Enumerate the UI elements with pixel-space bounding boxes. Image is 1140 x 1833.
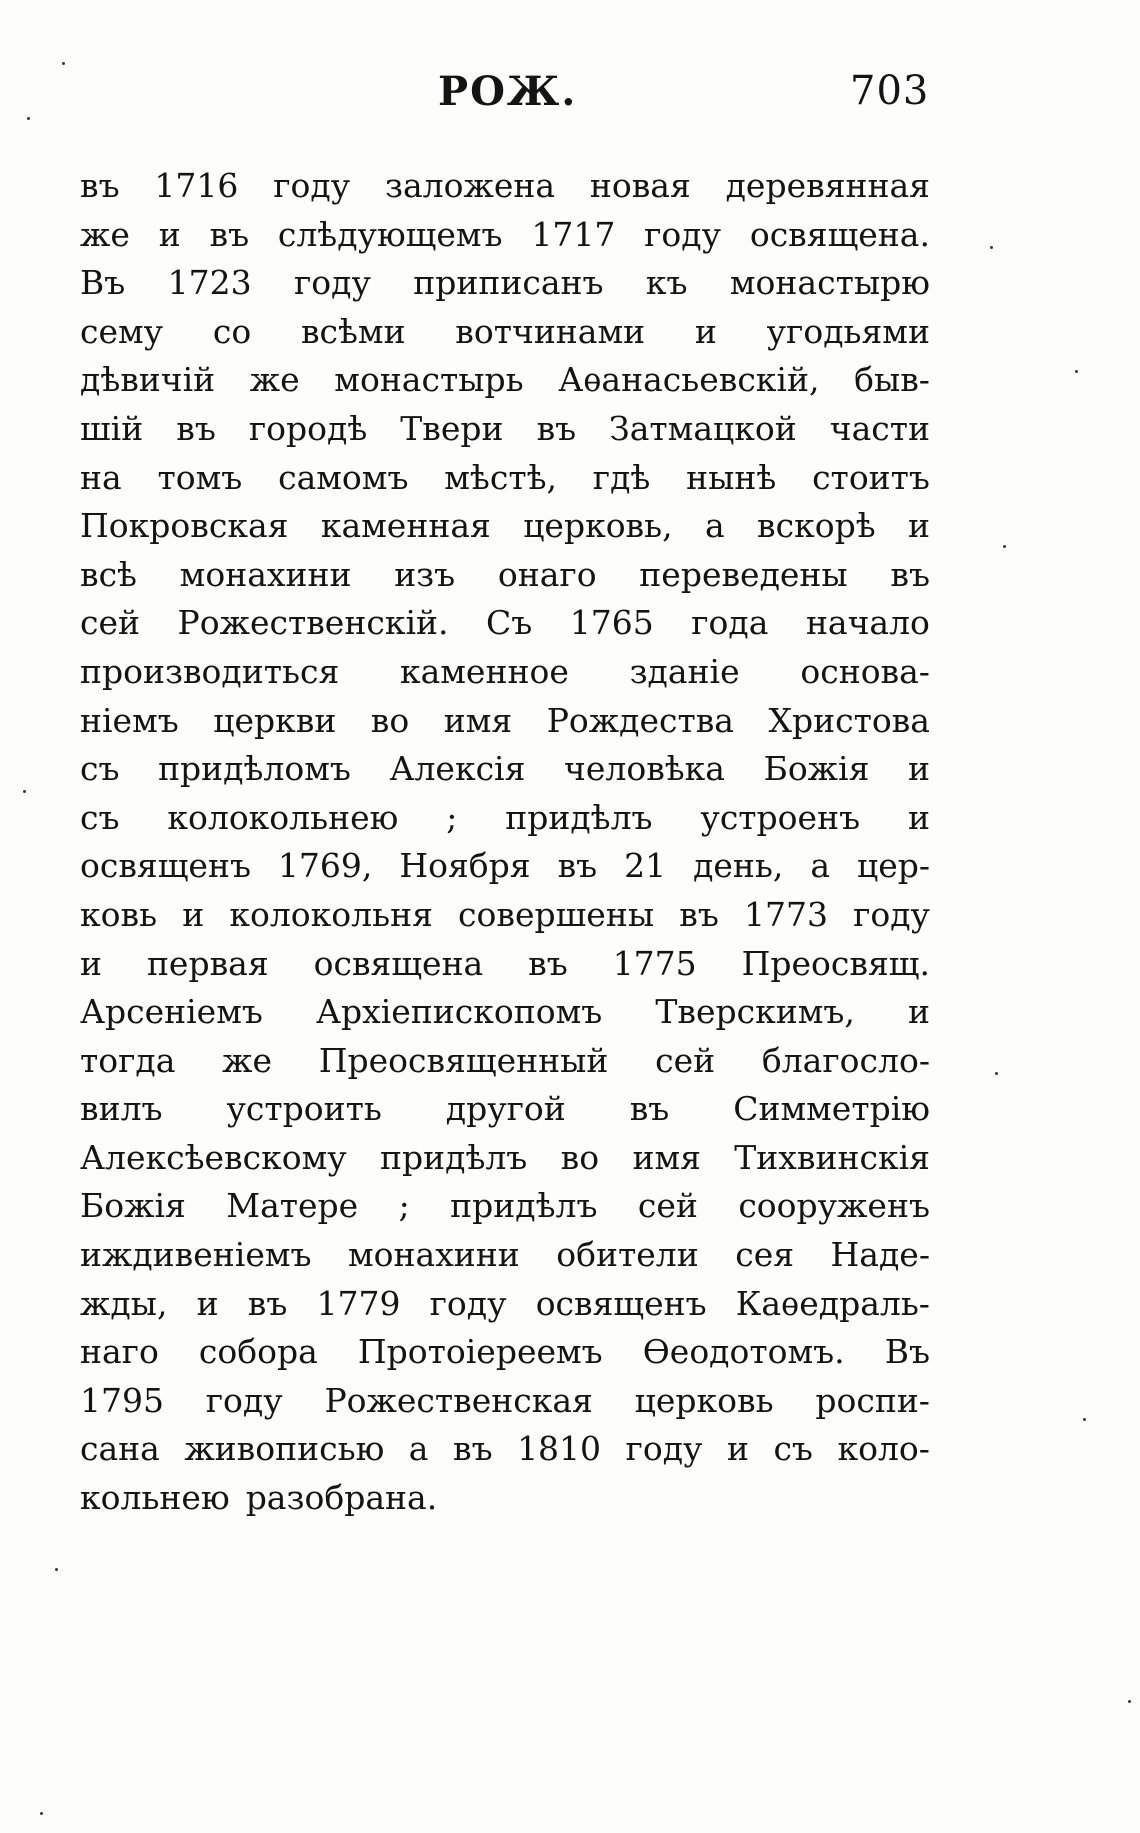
word: основа-: [800, 651, 930, 691]
text-line: [80, 1474, 930, 1523]
word: и: [182, 894, 205, 934]
word: церкви: [213, 700, 337, 740]
word: 1775: [612, 943, 697, 983]
word: освященъ: [80, 846, 251, 886]
word: Ноября: [399, 846, 531, 886]
word: тогда: [80, 1040, 176, 1080]
word: и: [80, 943, 102, 983]
word: сей: [80, 603, 141, 643]
word: нынѣ: [686, 457, 777, 497]
word: къ: [645, 263, 688, 303]
word: 21: [624, 846, 667, 886]
word: въ: [536, 408, 577, 448]
word: жды,: [80, 1283, 168, 1323]
word: монастырь: [334, 360, 524, 400]
scan-speck: [995, 1072, 998, 1075]
word: наго: [80, 1332, 159, 1372]
scan-speck: [1083, 1418, 1086, 1421]
text-line: [80, 1377, 930, 1426]
word: вилъ: [80, 1089, 163, 1129]
word: всѣ: [80, 554, 137, 594]
word: году: [625, 1429, 703, 1469]
word: придѣлъ: [380, 1137, 528, 1177]
text-line: [80, 891, 930, 940]
word: же: [249, 360, 300, 400]
word: сей: [637, 1186, 698, 1226]
text-line: [80, 454, 930, 503]
word: переведены: [639, 554, 848, 594]
word: 1795: [80, 1380, 164, 1420]
text-line: [80, 697, 930, 746]
word: Рождества: [546, 700, 734, 740]
word: 1716: [154, 166, 239, 205]
word: устроить: [226, 1089, 382, 1129]
word: Христова: [768, 700, 930, 740]
word: придѣломъ: [158, 749, 351, 789]
text-line: [80, 211, 930, 260]
word: ковь: [80, 894, 158, 934]
word: въ: [557, 846, 598, 886]
text-line: [80, 1425, 930, 1474]
word: Въ: [80, 263, 126, 303]
word: Симметрію: [733, 1089, 930, 1129]
word: каменное: [399, 651, 569, 691]
word: и: [694, 311, 717, 351]
word: монахини: [179, 554, 352, 594]
scan-speck: [23, 790, 26, 793]
word: сана: [80, 1429, 160, 1469]
word: и: [196, 1283, 219, 1323]
text-line: [80, 745, 930, 794]
word: со: [212, 311, 252, 351]
word: производиться: [80, 651, 340, 691]
word: въ: [528, 943, 568, 983]
scan-speck: [62, 62, 65, 65]
word: и: [907, 992, 930, 1032]
word: кольнею: [80, 1478, 230, 1518]
word: монастырю: [729, 263, 930, 303]
word: самомъ: [278, 457, 409, 497]
word: части: [829, 408, 930, 448]
word: совершены: [458, 894, 655, 934]
word: 1769,: [277, 846, 373, 886]
word: Затмацкой: [609, 408, 797, 448]
word: человѣка: [564, 749, 725, 789]
word: разобрана.: [245, 1478, 438, 1518]
scan-speck: [990, 246, 993, 249]
word: а: [704, 506, 725, 546]
word: шій: [80, 408, 144, 448]
word: монахини: [347, 1235, 520, 1275]
word: а: [408, 1429, 429, 1469]
word: сему: [80, 311, 164, 351]
word: Алексѣевскому: [80, 1137, 347, 1177]
text-line: [80, 259, 930, 308]
word: и: [907, 506, 930, 546]
word: Въ: [884, 1332, 930, 1372]
body-text: [80, 162, 930, 1523]
word: Алексія: [389, 749, 526, 789]
word: начало: [805, 603, 930, 643]
word: день,: [693, 846, 784, 886]
word: во: [370, 700, 410, 740]
word: въ: [209, 214, 250, 254]
page-number: 703: [850, 68, 930, 114]
word: и: [907, 797, 930, 837]
word: угодьями: [766, 311, 930, 351]
word: году: [273, 166, 351, 205]
word: онаго: [497, 554, 597, 594]
word: церковь,: [523, 506, 673, 546]
word: цер-: [856, 846, 930, 886]
word: обители: [556, 1235, 699, 1275]
scan-speck: [40, 1812, 43, 1815]
scan-speck: [1003, 545, 1006, 548]
word: устроенъ: [700, 797, 861, 837]
word: заложена: [384, 166, 556, 205]
text-line: [80, 648, 930, 697]
word: придѣлъ: [450, 1186, 598, 1226]
scan-speck: [27, 117, 30, 120]
text-line: [80, 1085, 930, 1134]
word: освященъ: [535, 1283, 707, 1323]
word: вскорѣ: [757, 506, 876, 546]
word: въ: [247, 1283, 288, 1323]
word: каменная: [320, 506, 491, 546]
word: быв-: [854, 360, 930, 400]
scan-speck: [1075, 370, 1078, 373]
word: дѣвичій: [80, 360, 216, 400]
word: году: [205, 1380, 283, 1420]
word: году: [644, 214, 722, 254]
word: въ: [629, 1089, 670, 1129]
word: роспи-: [815, 1380, 930, 1420]
word: сея: [735, 1235, 795, 1275]
text-line: [80, 599, 930, 648]
word: Ѳеодотомъ.: [642, 1332, 845, 1372]
word: мѣстѣ,: [444, 457, 557, 497]
word: томъ: [157, 457, 243, 497]
word: вотчинами: [455, 311, 646, 351]
word: новая: [589, 166, 691, 205]
word: изъ: [394, 554, 456, 594]
word: сооруженъ: [738, 1186, 930, 1226]
word: въ: [80, 166, 120, 205]
word: освящена: [313, 943, 484, 983]
text-line: [80, 842, 930, 891]
word: ніемъ: [80, 700, 179, 740]
text-line: [80, 988, 930, 1037]
word: въ: [890, 554, 930, 594]
text-line: [80, 1328, 930, 1377]
word: а: [810, 846, 831, 886]
word: въ: [176, 408, 216, 448]
word: съ: [773, 1429, 813, 1469]
text-line: [80, 794, 930, 843]
text-line: [80, 1134, 930, 1183]
word: и: [908, 749, 930, 789]
word: Преосвященный: [318, 1040, 609, 1080]
text-line: [80, 1037, 930, 1086]
word: церковь: [634, 1380, 774, 1420]
word: собора: [198, 1332, 318, 1372]
word: Каѳедраль-: [735, 1283, 930, 1323]
text-line: [80, 502, 930, 551]
word: въ: [679, 894, 719, 934]
word: Архіепископомъ: [315, 992, 603, 1032]
text-line: [80, 1182, 930, 1231]
word: Наде-: [830, 1235, 930, 1275]
word: Тихвинскія: [734, 1137, 930, 1177]
running-head: [0, 68, 1140, 128]
word: 1779: [316, 1283, 401, 1323]
word: благосло-: [761, 1040, 930, 1080]
word: Рожественскій.: [177, 603, 449, 643]
word: во: [560, 1137, 600, 1177]
word: Божія: [763, 749, 870, 789]
word: приписанъ: [413, 263, 604, 303]
word: съ: [80, 797, 120, 837]
word: городѣ: [248, 408, 368, 448]
word: деревянная: [725, 166, 930, 205]
word: Протоіереемъ: [357, 1332, 603, 1372]
word: году: [853, 894, 930, 934]
word: Тверскимъ,: [655, 992, 855, 1032]
text-line: [80, 1231, 930, 1280]
text-line: [80, 162, 930, 211]
text-line: [80, 1280, 930, 1329]
word: Съ: [486, 603, 533, 643]
word: первая: [146, 943, 269, 983]
word: же: [80, 214, 130, 254]
word: придѣлъ: [505, 797, 653, 837]
word: Покровская: [80, 506, 289, 546]
word: освящена.: [749, 214, 930, 254]
word: 1765: [569, 603, 654, 643]
word: имя: [443, 700, 513, 740]
word: колокольня: [229, 894, 433, 934]
word: на: [80, 457, 122, 497]
text-line: [80, 551, 930, 600]
word: Матере: [226, 1186, 359, 1226]
word: Преосвящ.: [741, 943, 930, 983]
word: колокольнею: [167, 797, 399, 837]
word: живописью: [184, 1429, 385, 1469]
text-line: [80, 940, 930, 989]
word: Твери: [400, 408, 504, 448]
word: 1717: [531, 214, 616, 254]
running-title: РОЖ.: [438, 68, 578, 115]
word: коло-: [837, 1429, 930, 1469]
word: ;: [446, 797, 458, 837]
word: Аѳанасьевскій,: [558, 360, 820, 400]
text-line: [80, 405, 930, 454]
word: всѣми: [300, 311, 406, 351]
word: ;: [398, 1186, 410, 1226]
word: же: [222, 1040, 273, 1080]
word: стоитъ: [812, 457, 930, 497]
word: 1773: [743, 894, 828, 934]
word: Рожественская: [324, 1380, 593, 1420]
word: 1723: [167, 263, 252, 303]
word: гдѣ: [592, 457, 651, 497]
text-line: [80, 308, 930, 357]
word: Божія: [80, 1186, 186, 1226]
word: зданіе: [629, 651, 740, 691]
word: и: [726, 1429, 749, 1469]
text-line: [80, 356, 930, 405]
scan-speck: [1128, 1700, 1131, 1703]
word: 1810: [517, 1429, 602, 1469]
word: въ: [452, 1429, 493, 1469]
word: иждивеніемъ: [80, 1235, 312, 1275]
word: имя: [632, 1137, 701, 1177]
word: года: [691, 603, 769, 643]
word: Арсеніемъ: [80, 992, 263, 1032]
word: съ: [80, 749, 120, 789]
word: слѣдующемъ: [277, 214, 503, 254]
word: году: [429, 1283, 507, 1323]
word: году: [293, 263, 371, 303]
scan-speck: [55, 1568, 58, 1571]
word: сей: [655, 1040, 716, 1080]
word: и: [158, 214, 181, 254]
word: другой: [445, 1089, 566, 1129]
